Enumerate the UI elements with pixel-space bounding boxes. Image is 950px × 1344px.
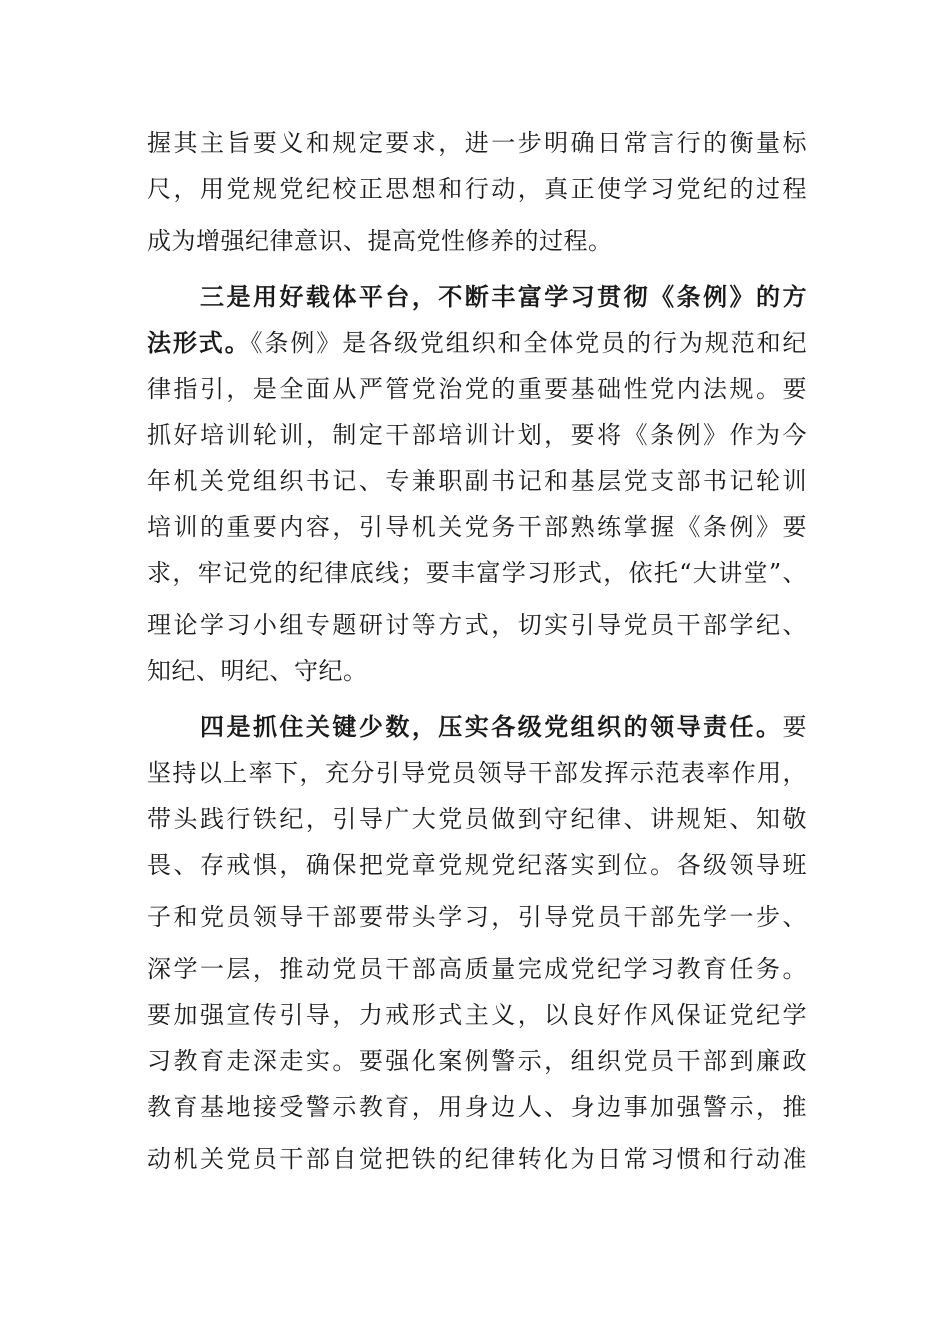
paragraph-line: 求，牢记党的纪律底线；要丰富学习形式，依托“大讲堂”、	[147, 559, 807, 587]
paragraph-line: 抓好培训轮训，制定干部培训计划，要将《条例》作为今	[147, 421, 807, 449]
paragraph-text: 要	[782, 713, 807, 741]
paragraph-line: 动机关党员干部自觉把铁的纪律转化为日常习惯和行动准	[147, 1145, 807, 1173]
paragraph-line: 畏、存戒惧，确保把党章党规党纪落实到位。各级领导班	[147, 851, 807, 879]
paragraph-line-mixed	[147, 704, 807, 750]
paragraph-line: 成为增强纪律意识、提高党性修养的过程。	[147, 227, 613, 255]
paragraph-line-mixed	[147, 320, 807, 366]
paragraph-line: 年机关党组织书记、专兼职副书记和基层党支部书记轮训	[147, 467, 807, 495]
paragraph-line: 子和党员领导干部要带头学习，引导党员干部先学一步、	[147, 903, 807, 931]
paragraph-line: 尺，用党规党纪校正思想和行动，真正使学习党纪的过程	[147, 175, 807, 203]
paragraph-text: 《条例》是各级党组织和全体党员的行为规范和纪	[250, 329, 808, 357]
paragraph-line: 理论学习小组专题研讨等方式，切实引导党员干部学纪、	[147, 611, 807, 639]
paragraph-line: 要加强宣传引导，力戒形式主义，以良好作风保证党纪学	[147, 1001, 807, 1029]
paragraph-line: 深学一层，推动党员干部高质量完成党纪学习教育任务。	[147, 955, 807, 983]
document-body	[147, 120, 807, 1182]
paragraph-line: 习教育走深走实。要强化案例警示，组织党员干部到廉政	[147, 1047, 807, 1075]
section-heading: 四是抓住关键少数，压实各级党组织的领导责任。	[200, 712, 783, 741]
paragraph-line: 培训的重要内容，引导机关党务干部熟练掌握《条例》要	[147, 513, 807, 541]
paragraph-line: 握其主旨要义和规定要求，进一步明确日常言行的衡量标	[147, 129, 807, 157]
paragraph-line: 律指引，是全面从严管党治党的重要基础性党内法规。要	[147, 375, 807, 403]
section-heading: 三是用好载体平台，不断丰富学习贯彻《条例》的方	[200, 282, 807, 311]
section-heading-end: 法形式。	[147, 328, 251, 357]
paragraph-line: 坚持以上率下，充分引导党员领导干部发挥示范表率作用，	[147, 759, 807, 787]
paragraph-line: 知纪、明纪、守纪。	[147, 657, 368, 685]
paragraph-line: 教育基地接受警示教育，用身边人、身边事加强警示，推	[147, 1093, 807, 1121]
paragraph-line: 带头践行铁纪，引导广大党员做到守纪律、讲规矩、知敬	[147, 805, 807, 833]
